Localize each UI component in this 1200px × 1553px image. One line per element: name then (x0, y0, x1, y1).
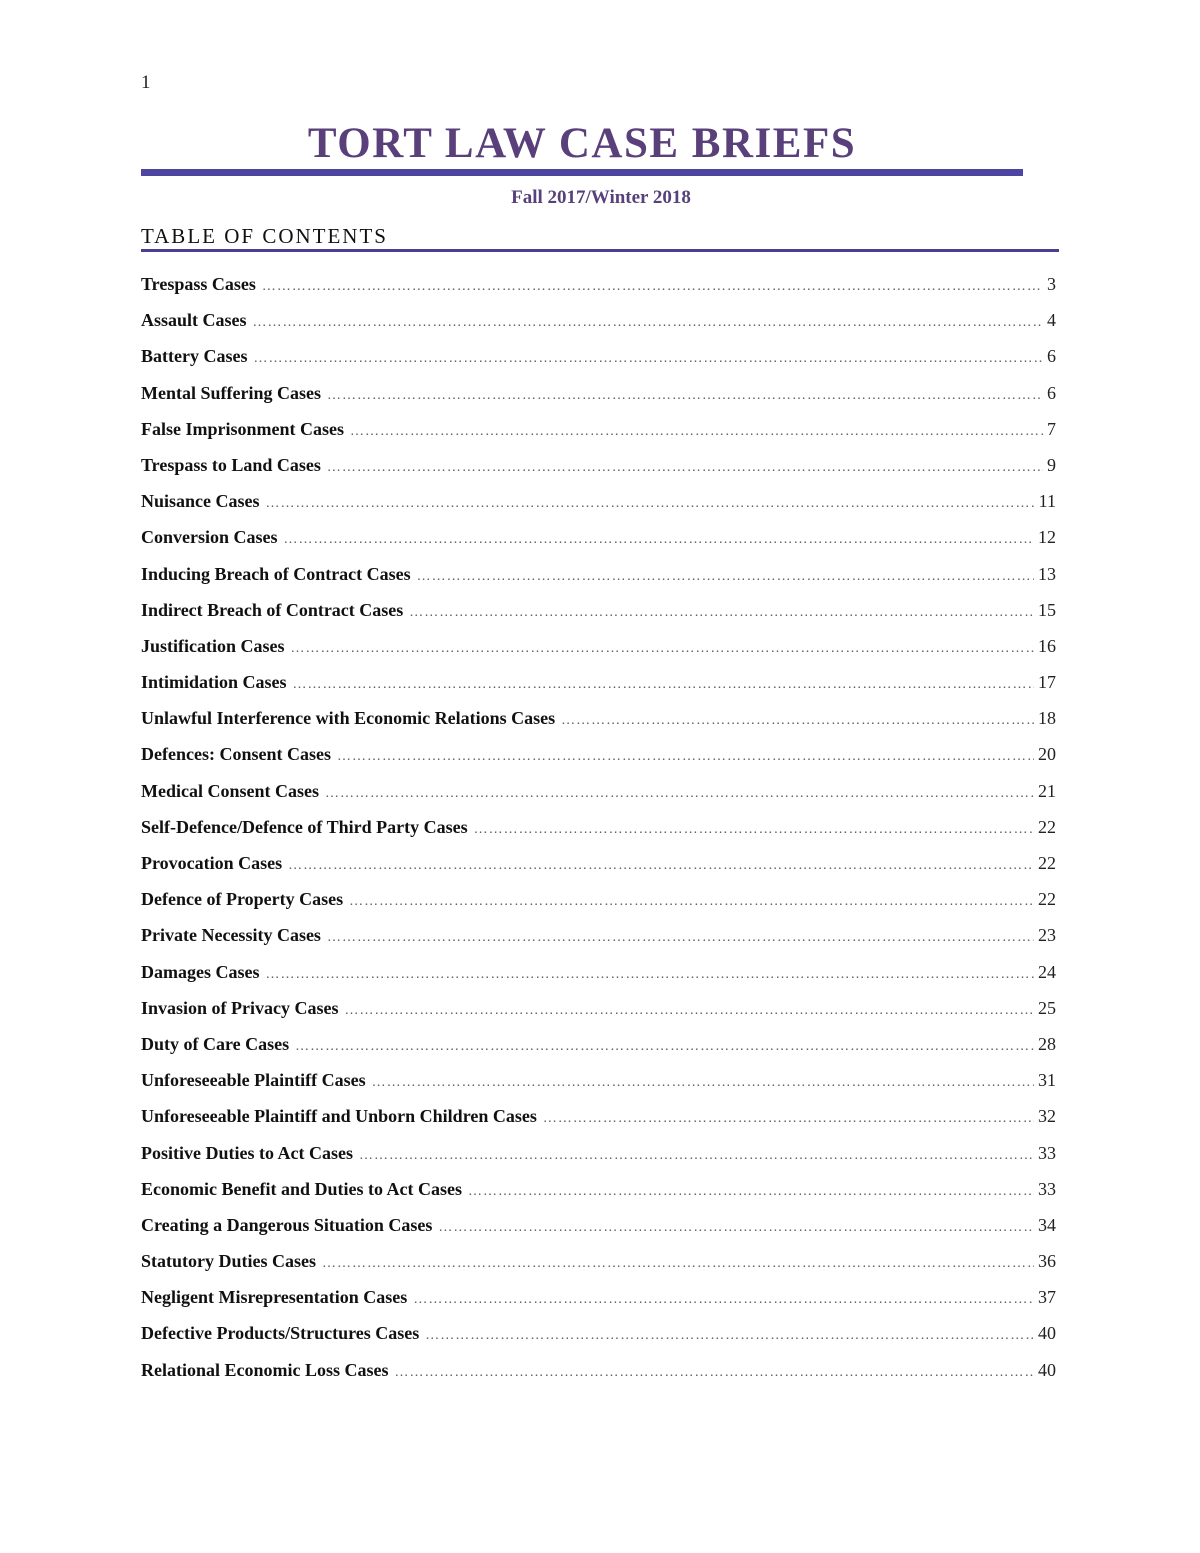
toc-entry[interactable] (141, 523, 1056, 559)
toc-divider (141, 249, 1059, 252)
toc-dot-leader (349, 888, 1034, 916)
toc-entry-label: Nuisance Cases (141, 491, 260, 512)
toc-entry-page: 13 (1038, 563, 1056, 584)
toc-entry-label: Intimidation Cases (141, 672, 287, 693)
toc-entry[interactable] (141, 777, 1056, 813)
toc-dot-leader (262, 273, 1043, 301)
toc-entry-label: Unforeseeable Plaintiff and Unborn Children Cases (141, 1106, 537, 1127)
toc-entry[interactable] (141, 1175, 1056, 1211)
toc-entry-page: 9 (1047, 454, 1056, 475)
toc-entry-label: Self-Defence/Defence of Third Party Cases (141, 816, 468, 837)
toc-entry[interactable] (141, 885, 1056, 921)
toc-dot-leader (253, 309, 1043, 337)
toc-entry-page: 3 (1047, 274, 1056, 294)
toc-entry-page: 15 (1038, 599, 1056, 620)
toc-entry[interactable] (141, 1356, 1056, 1392)
toc-dot-leader (327, 382, 1043, 410)
toc-entry[interactable] (141, 632, 1056, 668)
toc-entry-label: Unforeseeable Plaintiff Cases (141, 1070, 366, 1091)
title-divider (141, 169, 1023, 176)
toc-entry[interactable] (141, 560, 1056, 596)
toc-entry-page: 6 (1047, 382, 1056, 403)
toc-entry[interactable] (141, 704, 1056, 740)
toc-entry-page: 40 (1038, 1323, 1056, 1344)
toc-dot-leader (284, 526, 1034, 554)
toc-entry-label: Negligent Misrepresentation Cases (141, 1287, 408, 1308)
toc-entry[interactable] (141, 1211, 1056, 1247)
toc-dot-leader (295, 1033, 1034, 1061)
toc-dot-leader (293, 671, 1034, 699)
toc-dot-leader (468, 1178, 1034, 1206)
toc-entry[interactable] (141, 487, 1056, 523)
toc-entry-label: Unlawful Interference with Economic Relations Cases (141, 708, 556, 729)
toc-dot-leader (327, 924, 1034, 952)
toc-dot-leader (266, 961, 1035, 989)
toc-dot-leader (474, 816, 1034, 844)
toc-dot-leader (291, 635, 1035, 663)
document-title: TORT LAW CASE BRIEFS (307, 120, 857, 167)
page-number: 1 (141, 72, 151, 93)
toc-dot-leader (288, 852, 1034, 880)
toc-dot-leader (438, 1214, 1034, 1242)
toc-entry-label: Assault Cases (141, 310, 247, 331)
toc-entry-page: 20 (1038, 744, 1056, 765)
toc-entry-label: Indirect Breach of Contract Cases (141, 599, 404, 620)
toc-entry[interactable] (141, 1102, 1056, 1138)
toc-dot-leader (425, 1322, 1034, 1350)
toc-entry-page: 21 (1038, 780, 1056, 801)
toc-entry-label: Invasion of Privacy Cases (141, 997, 339, 1018)
toc-entry-label: Trespass Cases (141, 274, 256, 294)
toc-entry-page: 6 (1047, 346, 1056, 367)
toc-entry-page: 22 (1038, 889, 1056, 910)
toc-entry-label: Conversion Cases (141, 527, 278, 548)
toc-dot-leader (345, 997, 1035, 1025)
toc-entry[interactable] (141, 921, 1056, 957)
toc-entry[interactable] (141, 849, 1056, 885)
toc-entry-page: 4 (1047, 310, 1056, 331)
toc-dot-leader (266, 490, 1035, 518)
toc-entry-label: Positive Duties to Act Cases (141, 1142, 353, 1163)
toc-heading: TABLE OF CONTENTS (141, 224, 388, 248)
toc-dot-leader (325, 780, 1034, 808)
toc-dot-leader (350, 418, 1043, 446)
toc-entry-page: 31 (1038, 1070, 1056, 1091)
toc-entry-label: Defence of Property Cases (141, 889, 344, 910)
toc-entry-page: 24 (1038, 961, 1056, 982)
toc-dot-leader (322, 1250, 1034, 1278)
toc-entry-label: Statutory Duties Cases (141, 1251, 316, 1272)
toc-entry[interactable] (141, 306, 1056, 342)
toc-entry-page: 25 (1038, 997, 1056, 1018)
toc-entry-page: 28 (1038, 1033, 1056, 1054)
toc-entry[interactable] (141, 740, 1056, 776)
toc-entry-page: 11 (1038, 491, 1056, 512)
toc-entry[interactable] (141, 451, 1056, 487)
toc-entry[interactable] (141, 1283, 1056, 1319)
toc-dot-leader (409, 599, 1034, 627)
toc-dot-leader (543, 1105, 1034, 1133)
toc-entry-label: Creating a Dangerous Situation Cases (141, 1214, 433, 1235)
toc-entry[interactable] (141, 958, 1056, 994)
toc-entry[interactable] (141, 1139, 1056, 1175)
toc-entry[interactable] (141, 379, 1056, 415)
toc-entry-label: Mental Suffering Cases (141, 382, 321, 403)
toc-entry-label: Inducing Breach of Contract Cases (141, 563, 411, 584)
toc-entry[interactable] (141, 813, 1056, 849)
toc-entry[interactable] (141, 1247, 1056, 1283)
toc-entry-label: Justification Cases (141, 635, 285, 656)
toc-entry-page: 37 (1038, 1287, 1056, 1308)
toc-dot-leader (253, 345, 1043, 373)
toc-entry-label: Defective Products/Structures Cases (141, 1323, 420, 1344)
toc-entry[interactable] (141, 342, 1056, 378)
toc-dot-leader (337, 743, 1034, 771)
toc-entry-label: False Imprisonment Cases (141, 418, 344, 439)
toc-entry-page: 22 (1038, 853, 1056, 873)
toc-entry-page: 7 (1047, 418, 1056, 439)
table-of-contents (141, 270, 1056, 1392)
toc-entry-page: 33 (1038, 1142, 1056, 1163)
toc-entry[interactable] (141, 1066, 1056, 1102)
toc-dot-leader (413, 1286, 1034, 1314)
toc-entry[interactable] (141, 668, 1056, 704)
toc-dot-leader (561, 707, 1034, 735)
toc-entry-page: 23 (1038, 925, 1056, 946)
toc-entry-label: Medical Consent Cases (141, 780, 319, 801)
toc-entry[interactable] (141, 1319, 1056, 1355)
toc-entry-label: Economic Benefit and Duties to Act Cases (141, 1178, 462, 1199)
toc-entry-page: 16 (1038, 635, 1056, 656)
toc-entry-page: 40 (1038, 1359, 1056, 1380)
toc-entry-page: 18 (1038, 708, 1056, 729)
toc-entry[interactable] (141, 415, 1056, 451)
toc-entry-page: 22 (1038, 816, 1056, 837)
toc-dot-leader (372, 1069, 1034, 1097)
toc-entry-label: Private Necessity Cases (141, 925, 321, 946)
toc-entry-page: 34 (1038, 1214, 1056, 1235)
toc-entry-label: Battery Cases (141, 346, 248, 367)
toc-entry[interactable] (141, 270, 1056, 306)
toc-entry-label: Relational Economic Loss Cases (141, 1359, 389, 1380)
toc-entry[interactable] (141, 1030, 1056, 1066)
toc-entry-label: Defences: Consent Cases (141, 744, 331, 765)
toc-dot-leader (395, 1359, 1035, 1387)
toc-entry-page: 36 (1038, 1251, 1056, 1272)
toc-dot-leader (359, 1142, 1034, 1170)
toc-dot-leader (417, 563, 1034, 591)
toc-entry-label: Provocation Cases (141, 853, 283, 873)
toc-entry-label: Damages Cases (141, 961, 260, 982)
document-subtitle: Fall 2017/Winter 2018 (511, 187, 691, 208)
toc-entry-label: Duty of Care Cases (141, 1033, 290, 1054)
toc-entry-page: 12 (1038, 527, 1056, 548)
toc-dot-leader (327, 454, 1043, 482)
toc-entry-page: 32 (1038, 1106, 1056, 1127)
toc-entry[interactable] (141, 994, 1056, 1030)
toc-entry[interactable] (141, 596, 1056, 632)
toc-entry-page: 17 (1038, 672, 1056, 693)
toc-entry-label: Trespass to Land Cases (141, 454, 321, 475)
toc-entry-page: 33 (1038, 1178, 1056, 1199)
